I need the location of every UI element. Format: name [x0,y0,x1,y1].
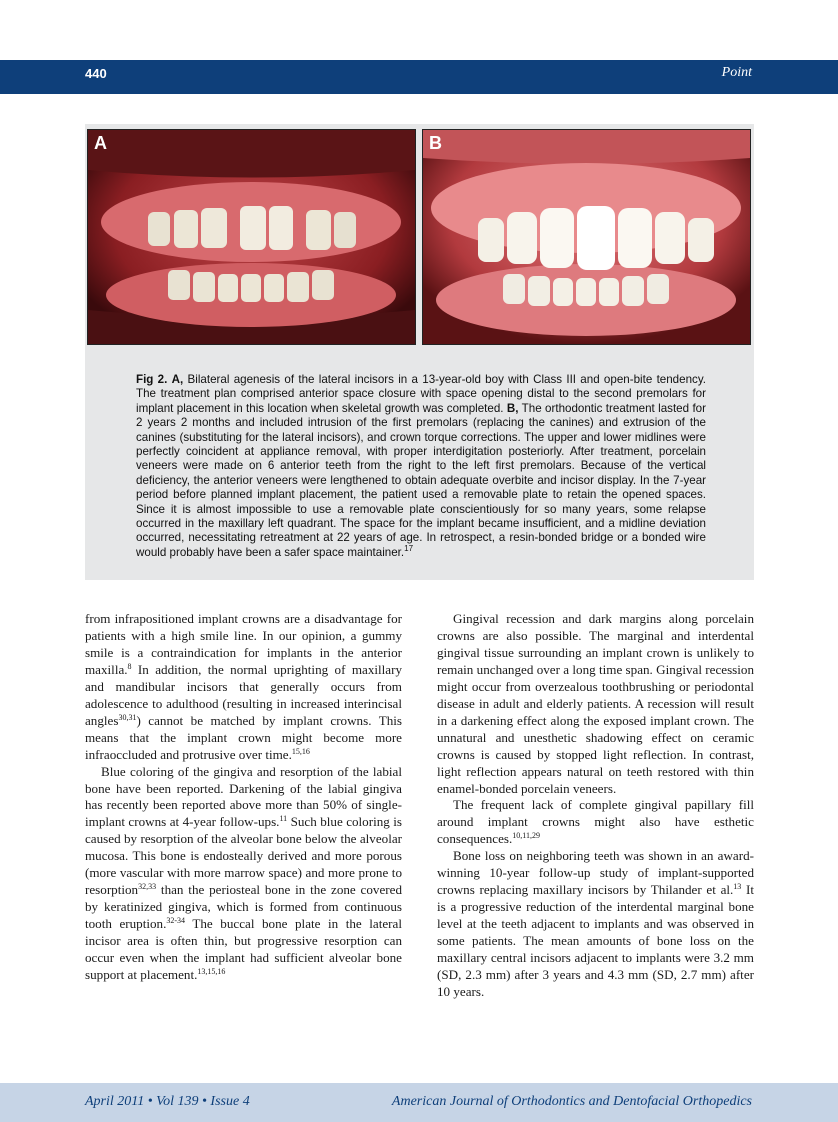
figure-label: Fig 2. [136,373,168,386]
text-run: Blue coloring of the gingiva and resorption of the labial bone have been reported. Darkening of the labial gingiva has recently been reported above more than 50% of single-implant crowns at 4-year follow-ups. [85,763,402,830]
figure-2 [85,124,754,580]
text-run: It is a progressive reduction of the interdental marginal bone level at the teeth adjacent to implants and was observed in some patients. The mean amounts of bone loss on the maxillary central incisors adjacent to implants were 3.2 mm (SD, 2.3 mm) after 3 years and 4.3 mm (SD, 2.7 mm) after 10 years. [437,882,754,999]
text-run: Such blue coloring is caused by resorption of the alveolar bone below the alveolar mucosa. This bone is endosteally derived and more porous (more vascular with more marrow space) and more prone to resorption [85,814,402,898]
journal-title: American Journal of Orthodontics and Dentofacial Orthopedics [391,1094,752,1109]
panel-label-b: B [429,133,442,153]
text-run: ) cannot be matched by implant crowns. This means that the implant crown might become more infraoccluded and protrusive over time. [85,712,402,762]
right-column [437,611,754,1001]
paragraph [437,797,754,848]
citation-ref: 11 [279,814,288,824]
paragraph [85,611,402,764]
caption-part-a-label: A, [171,373,184,386]
text-run: Bone loss on neighboring teeth was shown in an award-winning 10-year follow-up study of implant-supported crowns replacing maxillary incisors by Thilander et al. [437,848,754,898]
text-run: than the periosteal bone in the zone covered by keratinized gingiva, which is formed from continuous tooth eruption. [85,882,402,932]
photo-panel-a [87,129,416,345]
teeth-before-image [88,130,415,344]
text-run: In addition, the normal uprighting of maxillary and mandibular incisors that generally occurs from adolescence to adulthood (resulting in increased interincisal angles [85,661,402,728]
section-label: Point [721,65,752,80]
citation-ref: 8 [127,661,132,671]
panel-label-a: A [94,133,107,153]
citation-ref: 17 [404,543,414,553]
text-run: from infrapositioned implant crowns are a disadvantage for patients with a high smile line. In our opinion, a gummy smile is a contraindication for implants in the anterior maxilla. [85,611,402,677]
paragraph [437,611,754,797]
text-run: The frequent lack of complete gingival papillary fill around implant crowns might also have esthetic consequences. [437,797,754,847]
citation-ref: 32,33 [138,882,157,892]
issue-info: April 2011 • Vol 139 • Issue 4 [85,1094,250,1109]
caption-part-b-text: The orthodontic treatment lasted for 2 years 2 months and included intrusion of the first premolars (replacing the canines) and extrusion of the canines (substituting for the lateral incisors), and crown torque corrections. The upper and lower midlines were perfectly coincident at appliance removal, with proper interdigitation posteriorly. After treatment, porcelain veneers were made on 6 anterior teeth from the right to the left first premolars. Because of the vertical deficiency, the anterior veneers were lengthened to obtain adequate overbite and incisor display. In the 7-year period before planned implant placement, the patient used a removable plate to retain the opened spaces. Since it is almost impossible to use a removable plate conscientiously for so many years, some relapse occurred in the maxillary left quadrant. The space for the implant became insufficient, and a midline deviation occurred, necessitating retreatment at 22 years of age. In retrospect, a resin-bonded bridge or a bonded wire would probably have been a safer space maintainer. [136,401,706,559]
caption-part-b-label: B, [506,401,519,415]
citation-ref: 13,15,16 [197,967,226,977]
citation-ref: 15,16 [291,746,310,756]
citation-ref: 32-34 [166,916,186,926]
running-footer [0,1083,838,1122]
paragraph [85,764,402,984]
teeth-after-image [423,130,750,344]
page-number: 440 [85,66,107,81]
citation-ref: 30,31 [118,712,137,722]
text-run: The buccal bone plate in the lateral incisor area is often thin, but progressive resorption can occur even when the implant had sufficient alveolar bone support at placement. [85,916,402,983]
paragraph [437,848,754,1001]
left-column [85,611,402,984]
running-header [0,60,838,94]
caption-part-a-text: Bilateral agenesis of the lateral incisors in a 13-year-old boy with Class III and open-bite tendency. The treatment plan comprised anterior space closure with space opening distal to the second premolars for implant placement in this location when skeletal growth was completed. [136,373,706,415]
citation-ref: 13 [733,882,742,892]
photo-panel-b [422,129,751,345]
figure-caption [136,373,706,560]
citation-ref: 10,11,29 [512,831,540,841]
text-run: Gingival recession and dark margins along porcelain crowns are also possible. The marginal and interdental gingival tissue surrounding an implant crown is unlikely to remain unchanged over a long time span. Gingival recession might occur from overzealous toothbrushing or periodontal disease in adult and elderly patients. A recession will result in a darkening effect along the exposed implant crown. The unnatural and unesthetic shadowing effect on ceramic crowns is caused by stopped light reflection. In contrast, light reflection appears natural on teeth restored with thin enamel-bonded porcelain veneers. [437,611,754,796]
